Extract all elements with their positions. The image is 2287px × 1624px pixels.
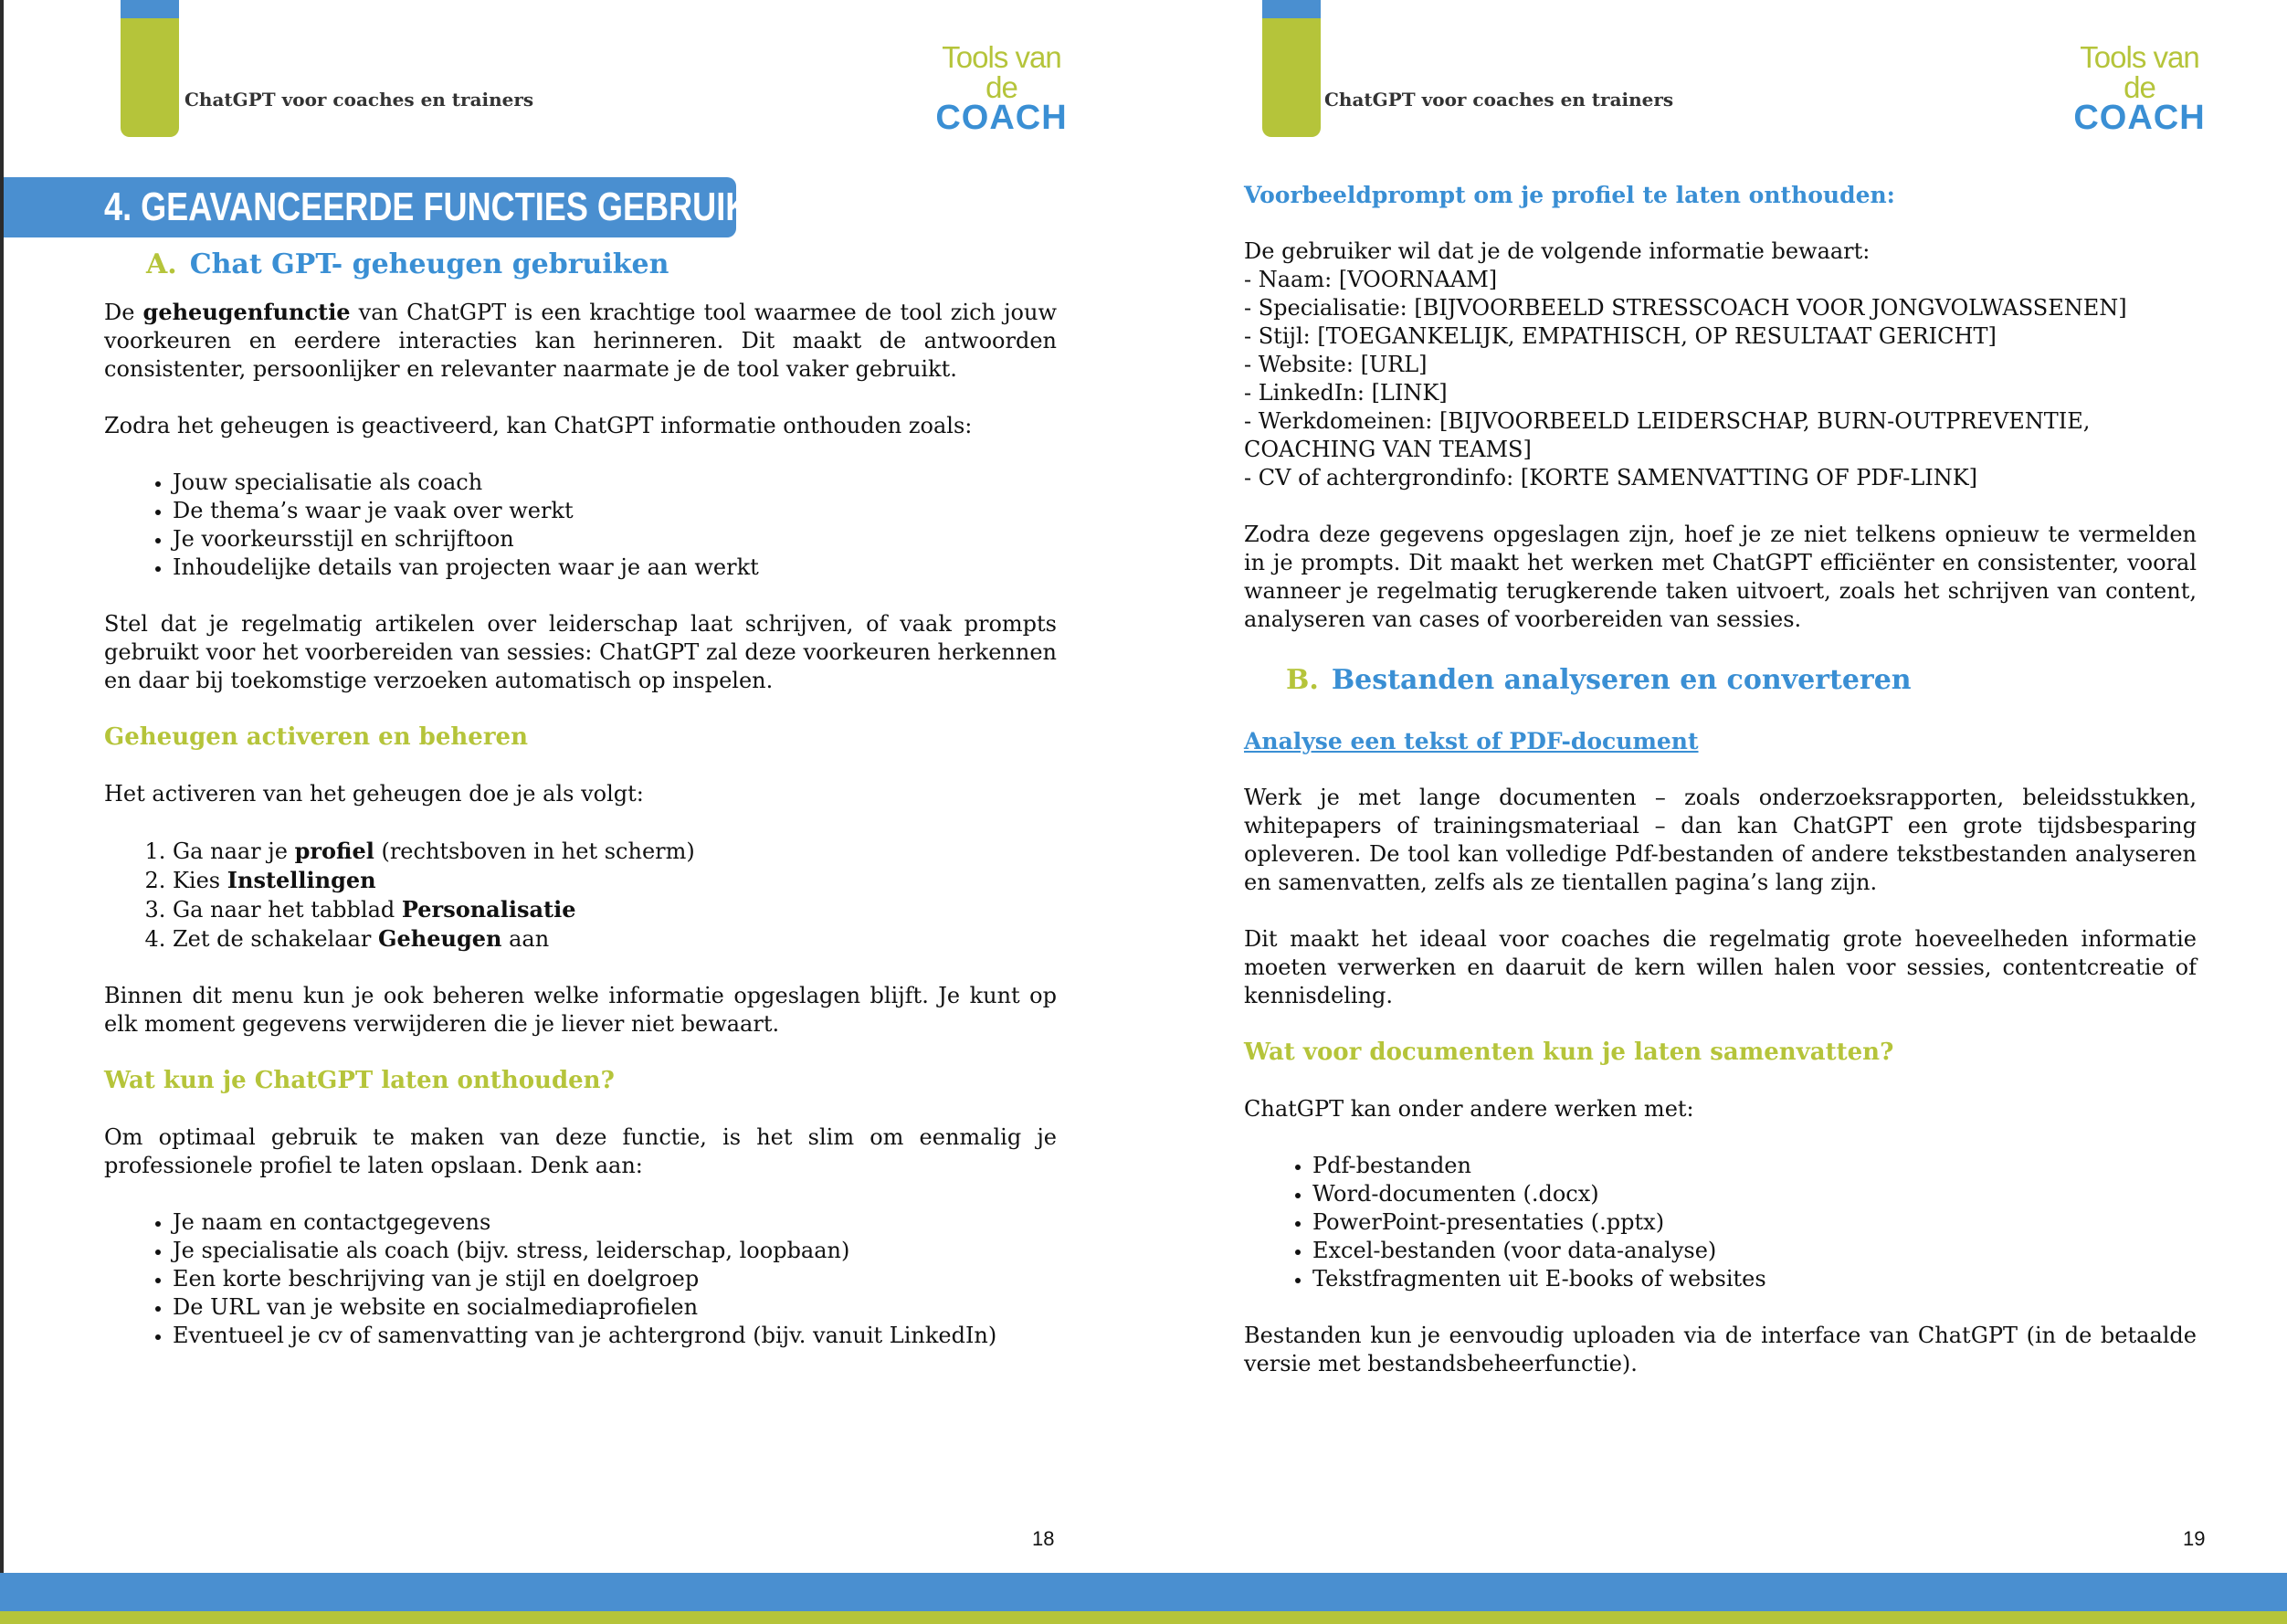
section-a-title: [104, 247, 1057, 283]
step-text: Ga naar het tabblad: [173, 897, 402, 923]
list-item: [173, 837, 1057, 866]
list-item: [173, 924, 1057, 954]
prompt-block: [1244, 237, 2197, 492]
prompt-line: - LinkedIn: [LINK]: [1244, 380, 1448, 406]
memory-list: [104, 469, 1057, 582]
manage-paragraph: Binnen dit menu kun je ook beheren welke informatie opgeslagen blijft. Je kunt op elk moment gegevens verwijderen die je liever niet bewaart.: [104, 983, 1057, 1037]
running-header: ChatGPT voor coaches en trainers: [1324, 89, 1674, 111]
footer-band: [0, 1573, 2287, 1611]
footer-strip: [0, 1611, 2287, 1624]
logo: [2064, 42, 2215, 135]
list-item: • Je specialisatie als coach (bijv. stress, leiderschap, loopbaan): [173, 1237, 1057, 1265]
logo-text-top: Tools van de: [942, 40, 1061, 104]
prompt-line: - Website: [URL]: [1244, 352, 1428, 377]
list-item: • De thema’s waar je vaak over werkt: [173, 497, 1057, 525]
section-b-letter: B.: [1286, 664, 1319, 696]
list-item: • Word-documenten (.docx): [1312, 1180, 2197, 1208]
step-bold: profiel: [294, 838, 374, 864]
prompt-line: - Naam: [VOORNAAM]: [1244, 267, 1498, 292]
intro-paragraph: [104, 298, 1057, 384]
list-item: • Pdf-bestanden: [1312, 1152, 2197, 1180]
prompt-line: - Stijl: [TOEGANKELIJK, EMPATHISCH, OP RESULTAAT GERICHT]: [1244, 323, 1997, 349]
intro-bold-term: geheugenfunctie: [142, 299, 351, 325]
left-content: [104, 247, 1057, 1350]
step-bold: Instellingen: [227, 867, 376, 893]
analyse-heading: Analyse een tekst of PDF-document: [1244, 728, 1699, 754]
step-text: Zet de schakelaar: [173, 926, 379, 952]
steps-list: [104, 837, 1057, 954]
step-text: aan: [501, 926, 550, 952]
list-item: [173, 895, 1057, 924]
intro-text-post: van ChatGPT is een krachtige tool waarmee de tool zich jouw voorkeuren en eerdere interacties kan herinneren. Dit maakt de antwoorden consistenter, persoonlijker en relevanter naarmate je de tool vaker gebruikt.: [104, 300, 1057, 382]
docs-intro: ChatGPT kan onder andere werken met:: [1244, 1096, 1694, 1122]
list-item: • Tekstfragmenten uit E-books of websites: [1312, 1265, 2197, 1293]
logo-text-top: Tools van de: [2080, 40, 2199, 104]
list-item: • De URL van je website en socialmediaprofielen: [173, 1293, 1057, 1322]
activate-intro: Het activeren van het geheugen doe je als volgt:: [104, 781, 644, 807]
saved-paragraph: Zodra deze gegevens opgeslagen zijn, hoef je ze niet telkens opnieuw te vermelden in je prompts. Dit maakt het werken met ChatGPT efficiënter en consistenter, vooral wanneer je regelmatig terugkerende taken uitvoert, zoals het schrijven van content, analyseren van cases of voorbereiden van sessies.: [1244, 522, 2197, 632]
logo-text-bottom: COACH: [935, 99, 1068, 137]
logo: [926, 42, 1077, 135]
docs-list: [1244, 1152, 2197, 1293]
intro-paragraph-2: Zodra het geheugen is geactiveerd, kan ChatGPT informatie onthouden zoals:: [104, 413, 973, 438]
step-bold: Geheugen: [378, 925, 502, 952]
section-b-text: Bestanden analyseren en converteren: [1331, 664, 1912, 696]
remember-intro: Om optimaal gebruik te maken van deze functie, is het slim om eenmalig je professionele profiel te laten opslaan. Denk aan:: [104, 1124, 1057, 1178]
logo-text-bottom: COACH: [2073, 99, 2206, 137]
remember-heading: Wat kun je ChatGPT laten onthouden?: [104, 1067, 615, 1094]
step-text: Kies: [173, 868, 227, 893]
step-text: (rechtsboven in het scherm): [374, 838, 695, 864]
list-item: • Je voorkeursstijl en schrijftoon: [173, 525, 1057, 554]
prompt-line: De gebruiker wil dat je de volgende informatie bewaart:: [1244, 238, 1871, 264]
activate-heading: Geheugen activeren en beheren: [104, 723, 528, 751]
page-number: 18: [1032, 1527, 1055, 1550]
section-a-text: Chat GPT- geheugen gebruiken: [189, 248, 669, 280]
page-19: [1144, 0, 2287, 1624]
prompt-line: - Werkdomeinen: [BIJVOORBEELD LEIDERSCHAP, BURN-OUTPREVENTIE, COACHING VAN TEAMS]: [1244, 408, 2091, 462]
page-number: 19: [2183, 1527, 2206, 1550]
running-header: ChatGPT voor coaches en trainers: [184, 89, 534, 111]
header-tab: [121, 0, 179, 137]
prompt-line: - CV of achtergrondinfo: [KORTE SAMENVATTING OF PDF-LINK]: [1244, 465, 1978, 490]
chapter-title: 4. GEAVANCEERDE FUNCTIES GEBRUIKEN: [104, 185, 796, 229]
prompt-line: - Specialisatie: [BIJVOORBEELD STRESSCOACH VOOR JONGVOLWASSENEN]: [1244, 295, 2127, 321]
list-item: • Inhoudelijke details van projecten waar je aan werkt: [173, 554, 1057, 582]
list-item: • Een korte beschrijving van je stijl en doelgroep: [173, 1265, 1057, 1293]
section-a-letter: A.: [146, 248, 177, 280]
step-text: Ga naar je: [173, 838, 295, 864]
right-content: [1244, 181, 2197, 1378]
list-item: [173, 866, 1057, 895]
header-tab: [1262, 0, 1321, 137]
list-item: • Eventueel je cv of samenvatting van je achtergrond (bijv. vanuit LinkedIn): [173, 1322, 1057, 1350]
list-item: • PowerPoint-presentaties (.pptx): [1312, 1208, 2197, 1237]
list-item: • Jouw specialisatie als coach: [173, 469, 1057, 497]
example-paragraph: Stel dat je regelmatig artikelen over leiderschap laat schrijven, of vaak prompts gebruikt voor het voorbereiden van sessies: ChatGPT zal deze voorkeuren herkennen en daar bij toekomstige verzoeken automatisch op inspelen.: [104, 611, 1057, 693]
list-item: • Je naam en contactgegevens: [173, 1208, 1057, 1237]
intro-text-pre: De: [104, 300, 143, 325]
analyse-paragraph-1: Werk je met lange documenten – zoals onderzoeksrapporten, beleidsstukken, whitepapers of trainingsmateriaal – dan kan ChatGPT een grote tijdsbesparing opleveren. De tool kan volledige Pdf-bestanden of andere tekstbestanden analyseren en samenvatten, zelfs als ze tientallen pagina’s lang zijn.: [1244, 785, 2197, 895]
remember-list: [104, 1208, 1057, 1350]
upload-paragraph: Bestanden kun je eenvoudig uploaden via de interface van ChatGPT (in de betaalde versie met bestandsbeheerfunctie).: [1244, 1323, 2197, 1376]
docs-heading: Wat voor documenten kun je laten samenvatten?: [1244, 1039, 1894, 1066]
prompt-heading: Voorbeeldprompt om je profiel te laten onthouden:: [1244, 182, 1895, 208]
step-bold: Personalisatie: [401, 896, 576, 923]
list-item: • Excel-bestanden (voor data-analyse): [1312, 1237, 2197, 1265]
analyse-paragraph-2: Dit maakt het ideaal voor coaches die regelmatig grote hoeveelheden informatie moeten verwerken en daaruit de kern willen halen voor sessies, contentcreatie of kennisdeling.: [1244, 926, 2197, 1008]
section-b-title: [1244, 662, 2197, 699]
